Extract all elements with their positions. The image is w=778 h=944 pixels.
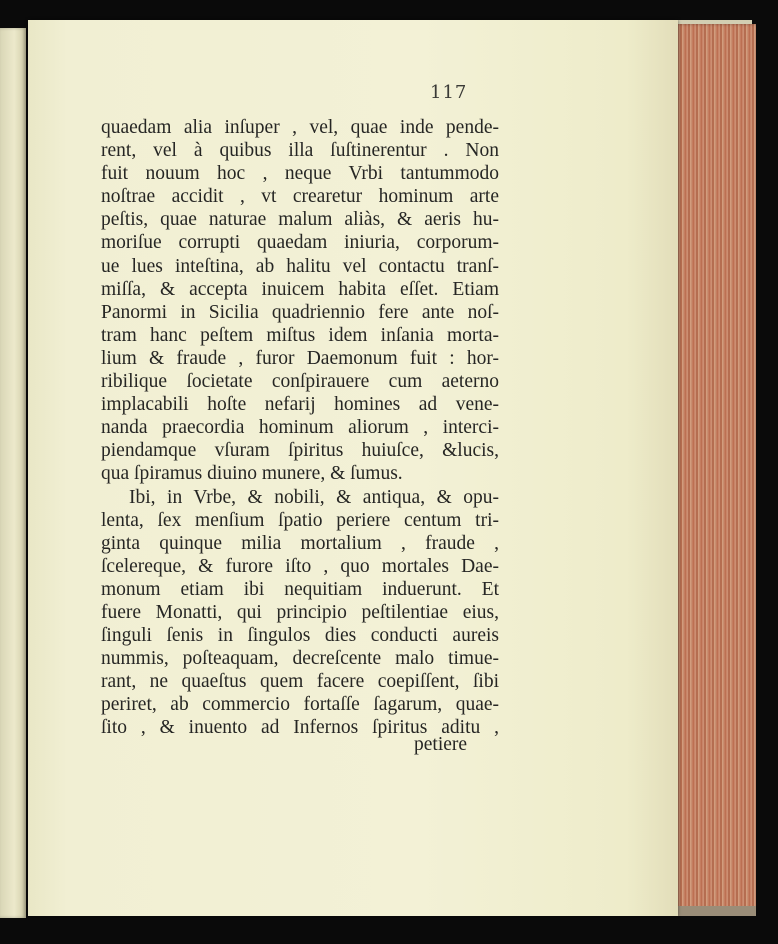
page-number: 117 bbox=[430, 82, 468, 103]
text-line: fuit nouum hoc , neque Vrbi tantummodo bbox=[101, 163, 499, 185]
text-line: Panormi in Sicilia quadriennio fere ante noſ- bbox=[101, 301, 499, 323]
text-line: nummis, poſteaquam, decreſcente malo timue- bbox=[101, 648, 499, 670]
text-line: ſito , & inuento ad Infernos ſpiritus aditu , bbox=[101, 717, 499, 739]
text-line: qua ſpiramus diuino munere, & ſumus. bbox=[101, 463, 403, 485]
left-page-edge bbox=[0, 28, 26, 918]
text-line: miſſa, & accepta inuicem habita eſſet. Etiam bbox=[101, 278, 499, 300]
page-stack-bottom bbox=[676, 906, 756, 916]
text-line: periret, ab commercio fortaſſe ſagarum, quae- bbox=[101, 694, 499, 716]
text-line: ſcelereque, & furore iſto , quo mortales Dae- bbox=[101, 555, 499, 577]
text-line: tram hanc peſtem miſtus idem inſania morta- bbox=[101, 324, 499, 346]
text-block bbox=[101, 116, 499, 740]
text-line: ginta quinque milia mortalium , fraude , bbox=[101, 532, 499, 554]
text-line: moriſue corrupti quaedam iniuria, corporum- bbox=[101, 232, 499, 254]
text-line: piendamque vſuram ſpiritus huiuſce, &lucis, bbox=[101, 440, 499, 462]
text-line: lenta, ſex menſium ſpatio periere centum tri- bbox=[101, 509, 499, 531]
text-line: noſtrae accidit , vt crearetur hominum arte bbox=[101, 186, 499, 208]
text-line: ribilique ſocietate conſpirauere cum aeterno bbox=[101, 371, 499, 393]
text-line: monum etiam ibi nequitiam induerunt. Et bbox=[101, 578, 499, 600]
catchword: petiere bbox=[414, 734, 468, 755]
text-line: ſinguli ſenis in ſingulos dies conducti aureis bbox=[101, 625, 499, 647]
text-line: fuere Monatti, qui principio peſtilentiae eius, bbox=[101, 601, 499, 623]
text-line: ue lues inteſtina, ab halitu vel contactu tranſ- bbox=[101, 255, 499, 277]
text-line: nanda praecordia hominum aliorum , interci- bbox=[101, 417, 499, 439]
text-line: rant, ne quaeſtus quem facere coepiſſent, ſibi bbox=[101, 671, 499, 693]
text-line: lium & fraude , furor Daemonum fuit : hor- bbox=[101, 347, 499, 369]
text-line: quaedam alia inſuper , vel, quae inde pende- bbox=[101, 117, 499, 138]
text-line: Ibi, in Vrbe, & nobili, & antiqua, & opu- bbox=[129, 486, 499, 508]
page-edges-stack bbox=[676, 24, 756, 914]
text-line: peſtis, quae naturae malum aliàs, & aeris hu- bbox=[101, 209, 499, 231]
text-line: implacabili hoſte nefarij homines ad vene- bbox=[101, 394, 499, 416]
text-line: rent, vel à quibus illa ſuſtinerentur . Non bbox=[101, 140, 499, 162]
